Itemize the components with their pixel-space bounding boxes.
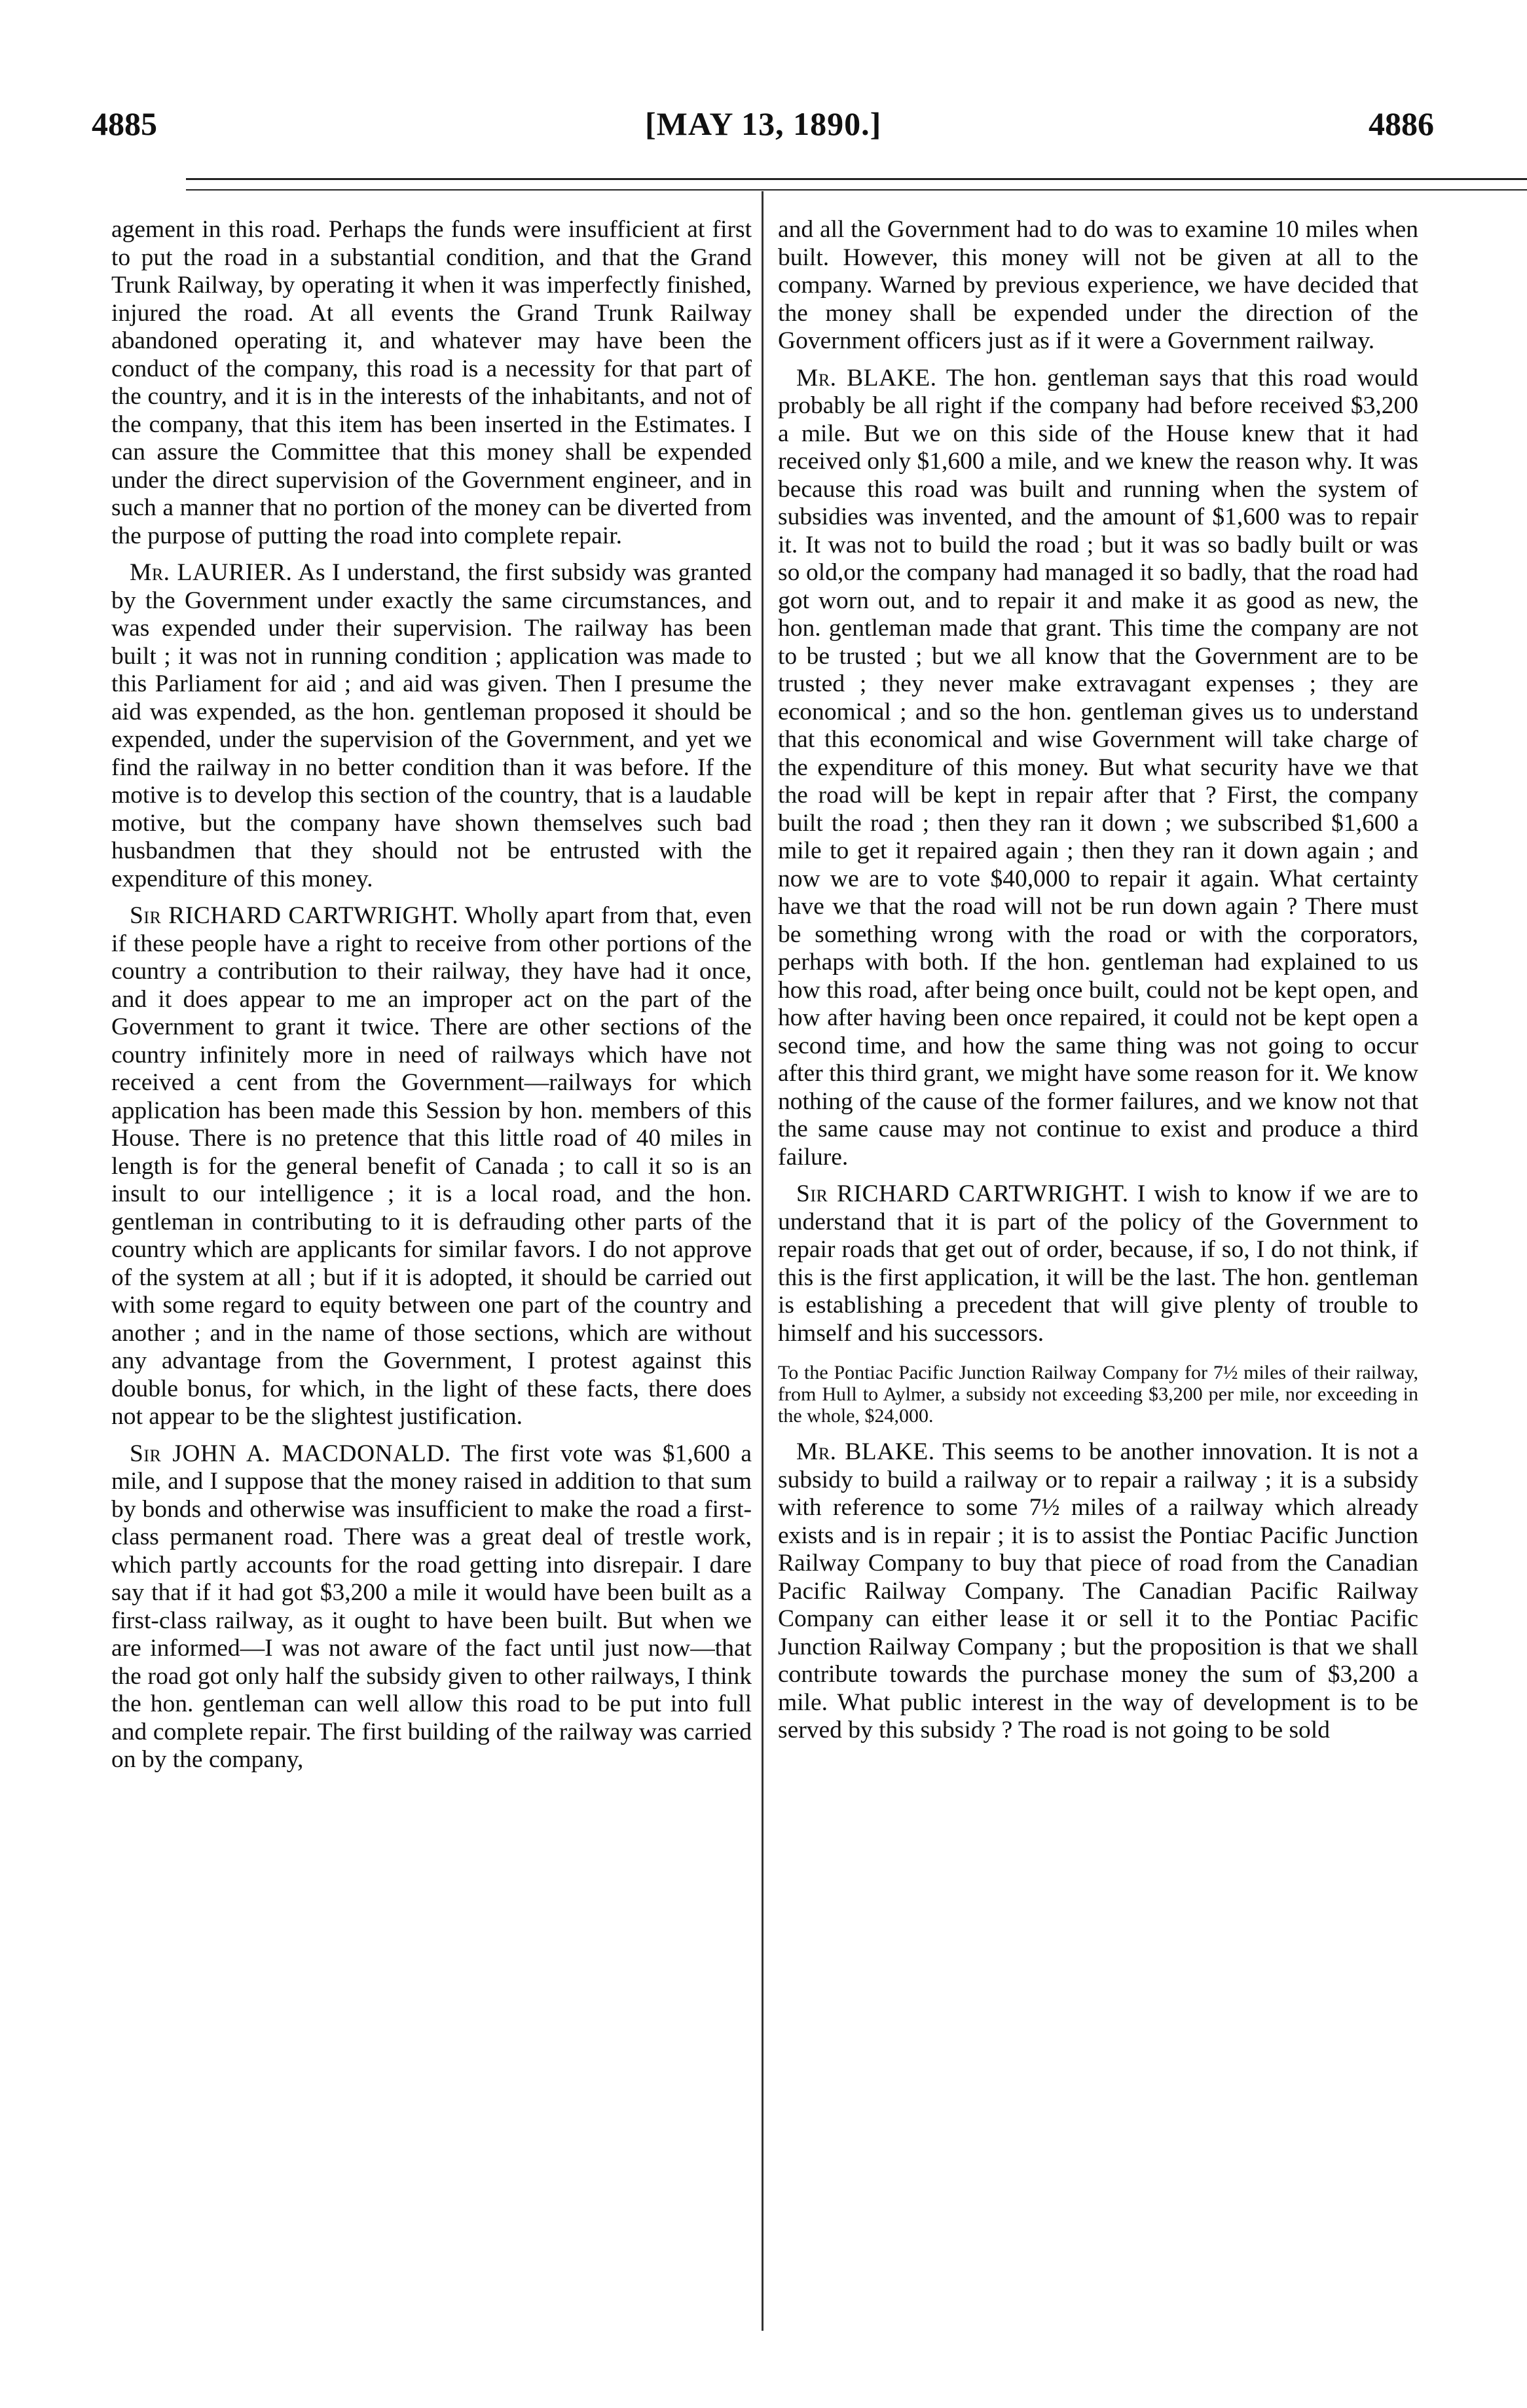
speaker-name: Mr. BLAKE. [796,1438,935,1465]
left-paragraph-2 [111,559,752,893]
page-number-right: 4886 [1369,105,1434,142]
page-number-left: 4885 [92,105,157,142]
column-divider [762,191,763,2331]
estimate-resolution: To the Pontiac Pacific Junction Railway Company for 7½ miles of their railway, from Hull to Aylmer, a subsidy not exceeding $3,200 per mile, nor exceeding in the whole, $24,000. [778,1362,1418,1427]
speech-text: Wholly apart from that, even if these people have a right to receive from other portions of the country a contribution to their railway, they have had it once, and it does appear to me an improper act on the part of the Government to grant it twice. There are other sections of the country infinitely more in need of railways which have not received a cent from the Government—railways for which application has been made this Session by hon. members of this House. There is no pretence that this little road of 40 miles in length is for the general benefit of Canada ; to call it so is an insult to our intelligence ; it is a local road, and the hon. gentleman in contributing to it is defrauding other parts of the country which are applicants for similar favors. I do not approve of the system at all ; but if it is adopted, it should be carried out with some regard to equity between one part of the country and another ; and in the name of those sections, which are without any advantage from the Government, I protest against this double bonus, for which, in the light of these facts, there does not appear to be the slightest justification. [111,902,752,1430]
speech-text: This seems to be another innovation. It is not a subsidy to build a railway or to repair a railway ; it is a subsidy with reference to some 7½ miles of a railway which already exists and is in repair ; it is to assist the Pontiac Pacific Junction Railway Company to buy that piece of road from the Canadian Pacific Railway Company. The Canadian Pacific Railway Company can either lease it or sell it to the Pontiac Pacific Junction Railway Company ; but the proposition is that we shall contribute towards the purchase money the sum of $3,200 a mile. What public interest in the way of development is to be served by this subsidy ? The road is not going to be sold [778,1438,1418,1743]
speaker-name: Mr. BLAKE. [796,364,937,392]
right-paragraph-3 [778,1180,1418,1347]
speech-text: I wish to know if we are to understand that it is part of the policy of the Government to repair roads that get out of order, because, if so, I do not think, if this is the first application, it will be the last. The hon. gentleman is establishing a precedent that will give plenty of trouble to himself and his successors. [778,1180,1418,1347]
right-paragraph-1: and all the Government had to do was to examine 10 miles when built. However, this money will not be given at all to the company. Warned by previous experience, we have decided that the money shall be expended under the direction of the Government officers just as if it were a Government railway. [778,216,1418,354]
page-date: [MAY 13, 1890.] [645,105,882,142]
speaker-name: Sir RICHARD CARTWRIGHT. [130,902,459,929]
left-paragraph-1: agement in this road. Perhaps the funds were insufficient at first to put the road in a substantial condition, and that the Grand Trunk Railway, by operating it when it was imperfectly finished, injured the road. At all events the Grand Trunk Railway abandoned operating it, and whatever may have been the conduct of the company, this road is a necessity for that part of the country, and it is in the interests of the inhabitants, and not of the company, that this item has been inserted in the Estimates. I can assure the Committee that this money shall be expended under the direct supervision of the Government engineer, and in such a manner that no portion of the money can be diverted from the purpose of putting the road into complete repair. [111,216,752,549]
speaker-name: Sir RICHARD CARTWRIGHT. [796,1180,1129,1207]
right-column [778,216,1418,2331]
left-paragraph-3 [111,902,752,1431]
speech-text: As I understand, the first subsidy was granted by the Government under exactly the same circumstances, and was expended under their supervision. The railway has been built ; it was not in running condition ; application was made to this Parliament for aid ; and aid was given. Then I presume the aid was expended, as the hon. gentleman proposed it should be expended, under the supervision of the Government, and yet we find the railway in no better condition than it was before. If the motive is to develop this section of the country, that is a laudable motive, but the company have shown themselves such bad husbandmen that they should not be entrusted with the expenditure of this money. [111,559,752,892]
speaker-name: Mr. LAURIER. [130,559,293,586]
speaker-name: Sir JOHN A. MACDONALD. [130,1440,451,1467]
speech-text: The first vote was $1,600 a mile, and I suppose that the money raised in addition to that sum by bonds and otherwise was insufficient to make the road a first-class permanent road. There was a great deal of trestle work, which partly accounts for the road getting into disrepair. I dare say that if it had got $3,200 a mile it would have been built as a first-class railway, as it ought to have been built. But when we are informed—I was not aware of the fact until just now—that the road got only half the subsidy given to other railways, I think the hon. gentleman can well allow this road to be put into full and complete repair. The first building of the railway was carried on by the company, [111,1440,752,1773]
left-column [111,216,752,2331]
header-rule-top [186,178,1527,180]
left-paragraph-4 [111,1440,752,1774]
right-paragraph-2 [778,365,1418,1172]
header-rule-bottom [186,189,1527,191]
page-header [0,0,1527,183]
speech-text: The hon. gentleman says that this road would probably be all right if the company had before received $3,200 a mile. But we on this side of the House knew that it had received only $1,600 a mile, and we knew the reason why. It was because this road was built and running when the system of subsidies was invented, and the amount of $1,600 was to repair it. It was not to build the road ; but it was so badly built or was so old,or the company had managed it so badly, that the road had got worn out, and to repair it and make it as good as new, the hon. gentleman made that grant. This time the company are not to be trusted ; but we all know that the Government are to be trusted ; they never make extravagant expenses ; they are economical ; and so the hon. gentleman gives us to understand that this economical and wise Government will take charge of the expenditure of this money. But what security have we that the road will be kept in repair after that ? First, the company built the road ; then they ran it down ; we subscribed $1,600 a mile to get it repaired again ; then they ran it down again ; and now we are to vote $40,000 to repair it again. What certainty have we that the road will not be run down again ? There must be something wrong with the road or with the corporators, perhaps with both. If the hon. gentleman had explained to us how this road, after being once built, could not be kept open, and how after having been once repaired, it could not be kept open a second time, and how the same thing was not going to occur after this third grant, we might have some reason for it. We know nothing of the cause of the former failures, and we know not that the same cause may not continue to exist and produce a third failure. [778,364,1418,1171]
right-paragraph-4 [778,1438,1418,1745]
